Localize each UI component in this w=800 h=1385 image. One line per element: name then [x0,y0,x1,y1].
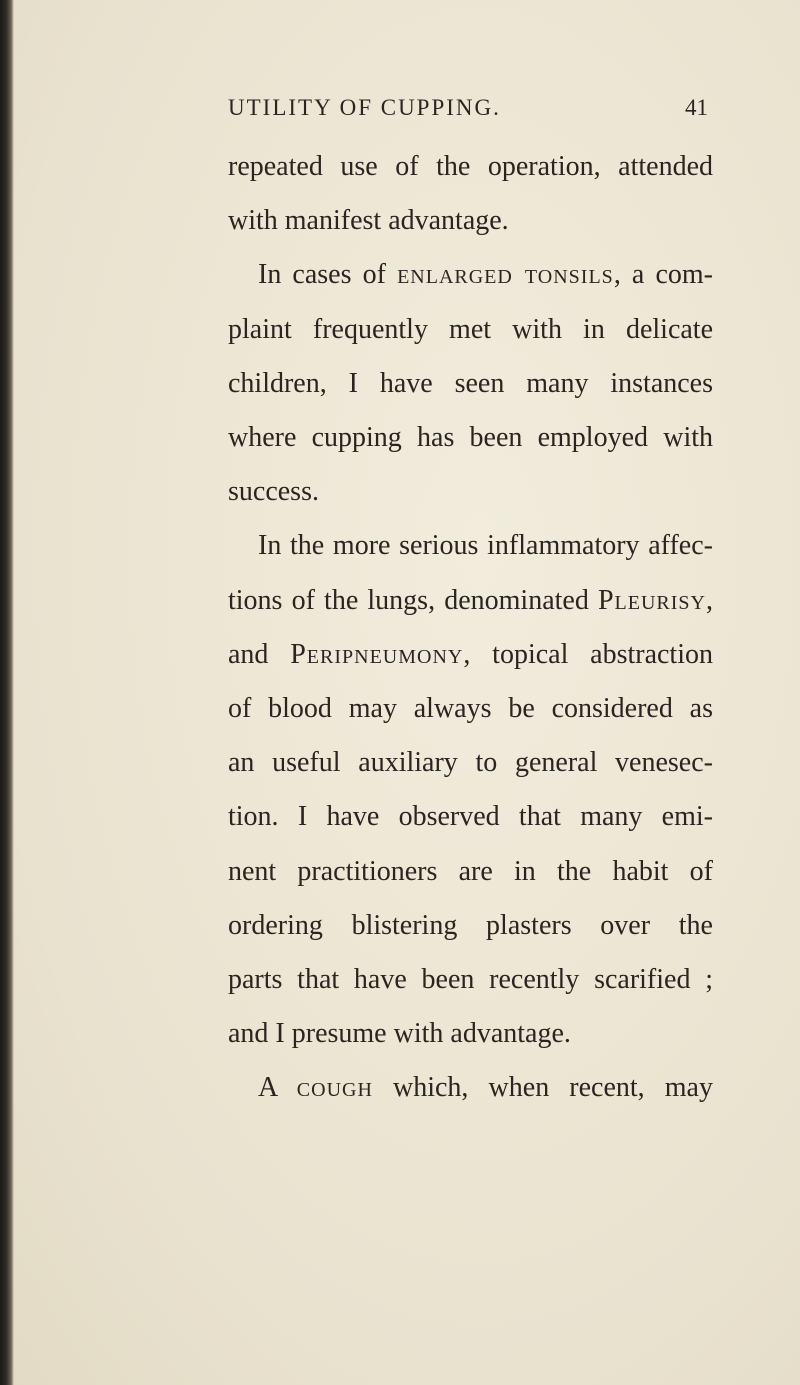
text-line [228,465,713,519]
text-span: parts that have been recently scarified ; [228,964,713,996]
text-span: success. [228,476,319,508]
text-span: , a com- [613,259,713,291]
text-line [228,303,713,357]
text-line [228,736,713,790]
text-span: tion. I have observed that many emi- [228,801,713,833]
text-span: In cases of [258,259,398,291]
text-span: and I presume with advantage. [228,1018,571,1050]
text-line [228,1007,713,1061]
text-span: repeated use of the operation, attended [228,151,713,182]
text-span: children, I have seen many instances [228,367,713,399]
text-span: where cupping has been employed with [228,422,713,454]
text-line [228,628,713,682]
small-caps-term: cough [296,1072,373,1104]
text-span: and [228,638,291,670]
text-line [228,1061,713,1115]
text-span: plaint frequently met with in delicate [228,313,713,345]
text-line [228,899,713,953]
page-header [228,95,708,127]
text-span: In the more serious inflammatory affec- [258,530,713,562]
text-line [228,574,713,628]
text-span: ordering blistering plasters over the [228,909,713,941]
small-caps-term: Peripneumony [290,638,464,670]
text-span: , [706,584,713,616]
small-caps-term: enlarged tonsils [397,259,614,291]
text-line [228,140,713,194]
text-line [228,790,713,844]
text-line [228,845,713,899]
text-span: of blood may always be considered as [228,693,713,725]
text-line [228,248,713,302]
running-title: UTILITY OF CUPPING. [228,95,501,120]
text-line [228,682,713,736]
text-line [228,411,713,465]
text-line [228,194,713,248]
page-number: 41 [685,95,708,120]
text-span: an useful auxiliary to general venesec- [228,747,713,779]
text-span: which, when recent, may [372,1072,713,1104]
text-span: A [258,1072,297,1104]
text-span: , topical abstraction [463,638,713,670]
text-line [228,357,713,411]
body-text [228,140,713,1116]
book-spine-shadow [0,0,14,1385]
text-line [228,519,713,573]
small-caps-term: Pleurisy [597,584,706,616]
text-line [228,953,713,1007]
text-span: nent practitioners are in the habit of [228,855,713,887]
text-span: with manifest advantage. [228,205,509,237]
text-span: tions of the lungs, denominated [228,584,598,616]
